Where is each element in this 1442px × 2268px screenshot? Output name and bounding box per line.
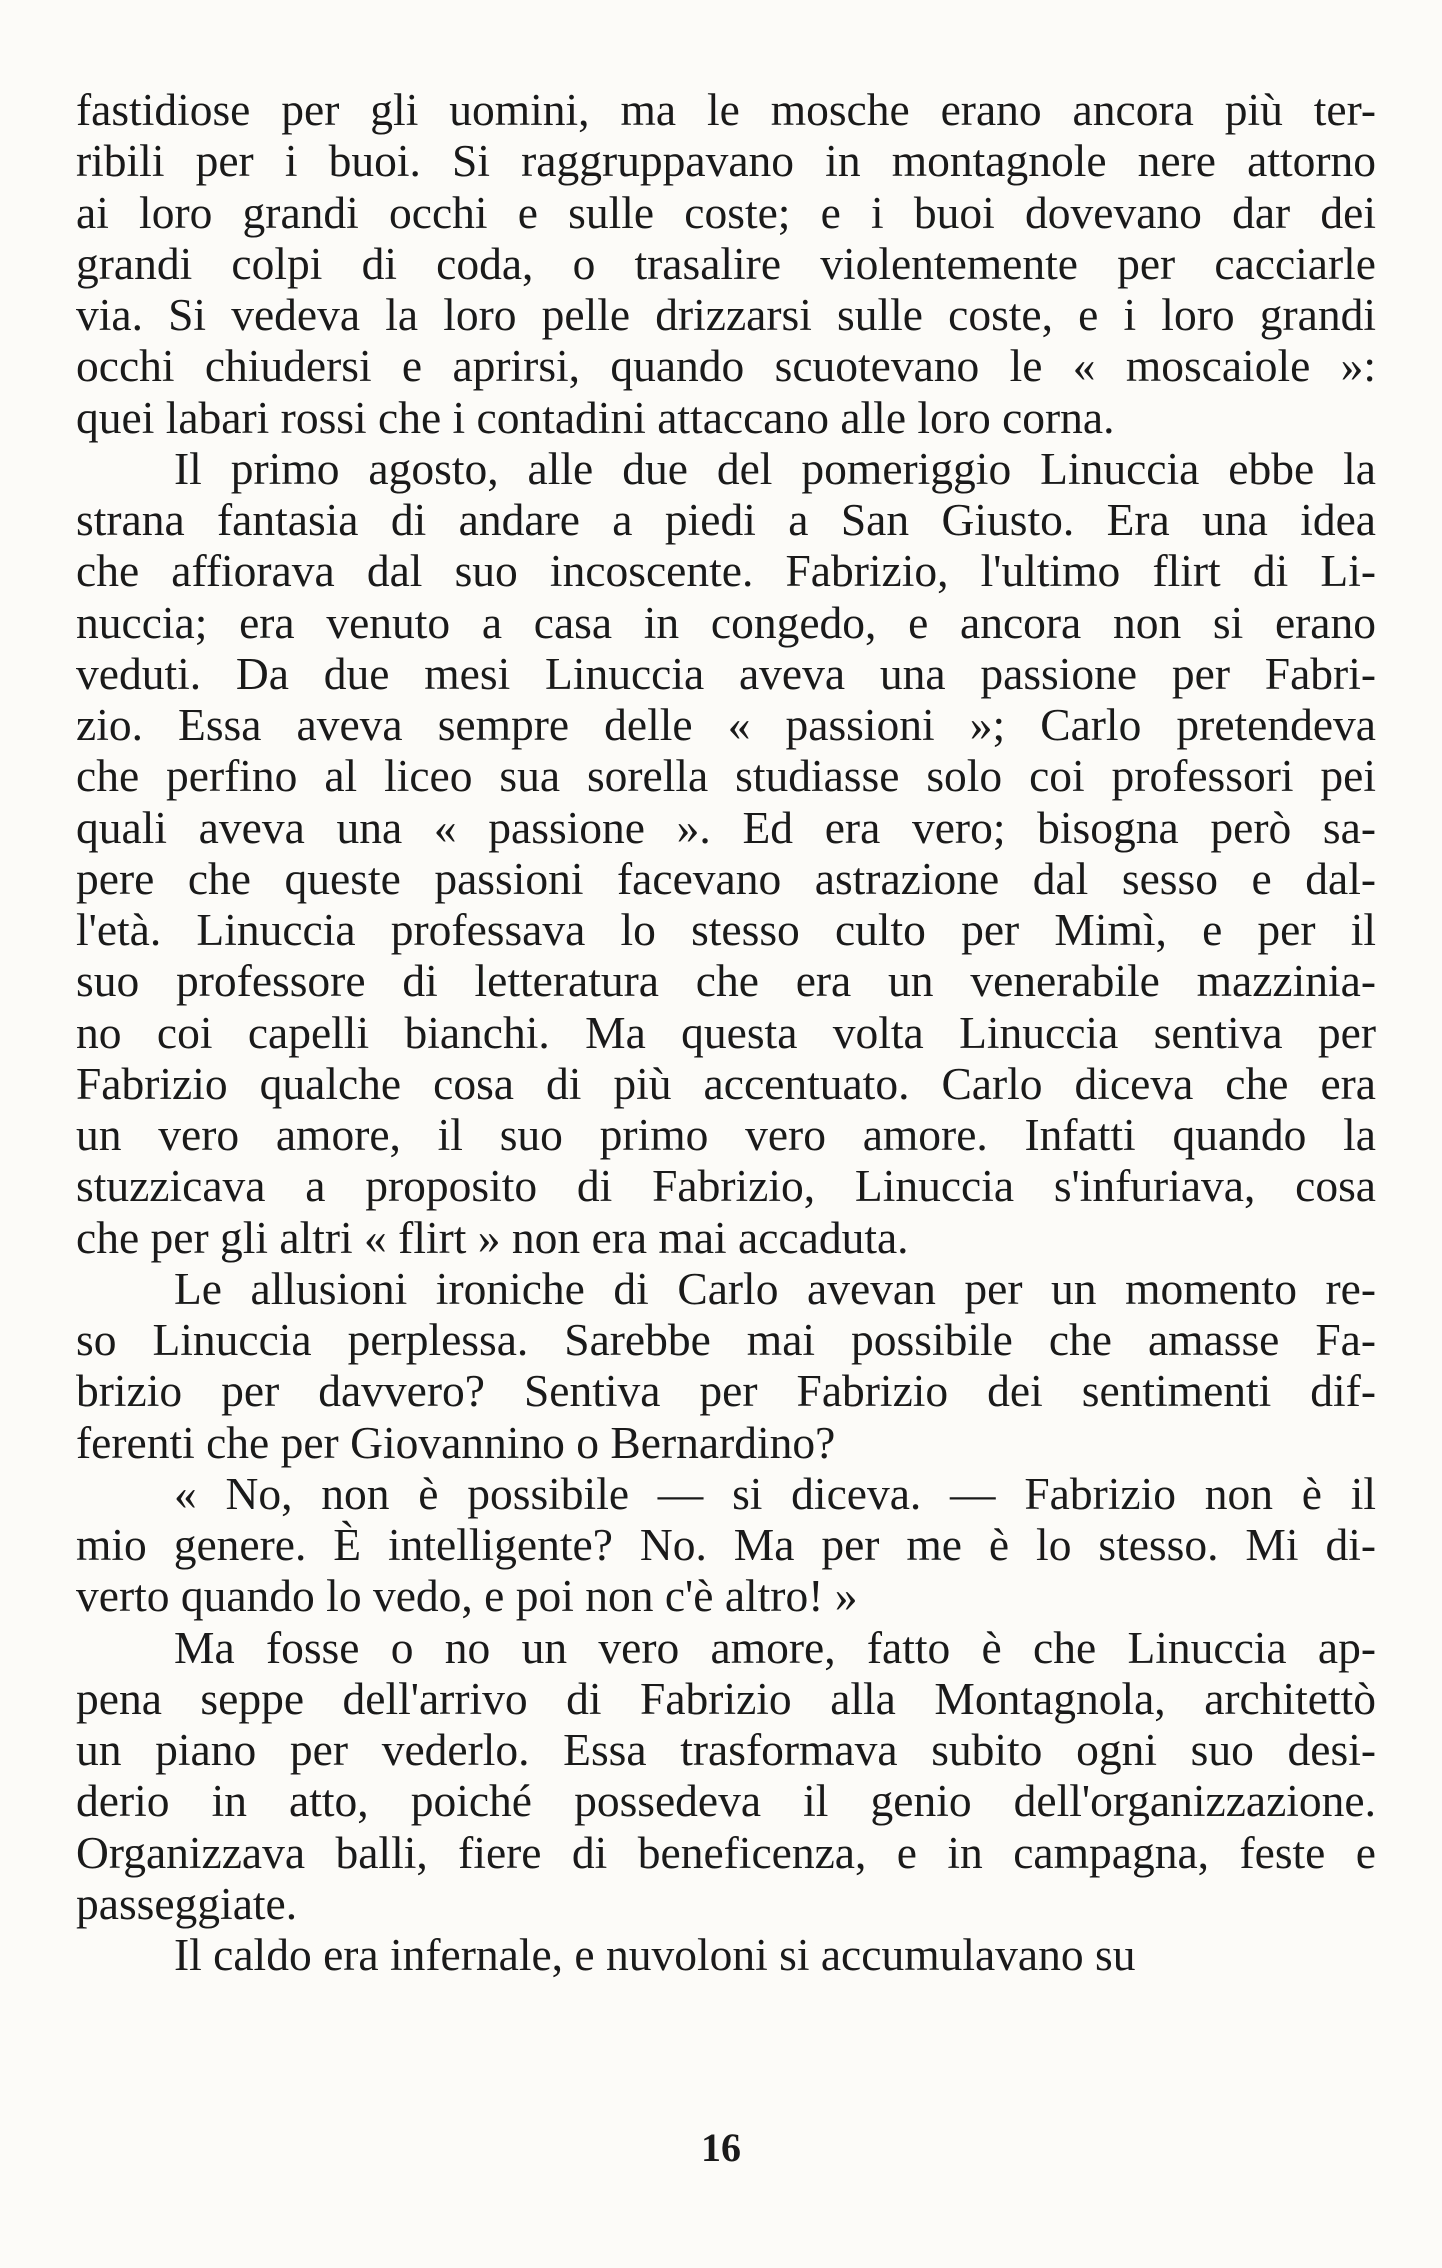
body-text bbox=[76, 84, 1376, 1980]
text-line: che affiorava dal suo incoscente. Fabrizio, l'ultimo flirt di Li- bbox=[76, 545, 1376, 597]
text-line: via. Si vedeva la loro pelle drizzarsi sulle coste, e i loro grandi bbox=[76, 289, 1376, 340]
text-line: Fabrizio qualche cosa di più accentuato. Carlo diceva che era bbox=[76, 1057, 1376, 1109]
text-line: « No, non è possibile — si diceva. — Fabrizio non è il bbox=[174, 1467, 1376, 1519]
text-line: suo professore di letteratura che era un venerabile mazzinia- bbox=[76, 955, 1376, 1007]
text-line: quei labari rossi che i contadini attaccano alle loro corna. bbox=[76, 391, 1115, 443]
text-line: veduti. Da due mesi Linuccia aveva una passione per Fabri- bbox=[76, 647, 1376, 699]
text-line: grandi colpi di coda, o trasalire violentemente per cacciarle bbox=[76, 237, 1376, 289]
text-line: che perfino al liceo sua sorella studiasse solo coi professori pei bbox=[76, 750, 1376, 802]
paragraph bbox=[76, 84, 1376, 443]
text-line: ribili per i buoi. Si raggruppavano in montagnole nere attorno bbox=[76, 135, 1376, 187]
paragraph bbox=[76, 1929, 1376, 1980]
text-line: mio genere. È intelligente? No. Ma per me è lo stesso. Mi di- bbox=[76, 1519, 1376, 1570]
text-line: fastidiose per gli uomini, ma le mosche erano ancora più ter- bbox=[76, 84, 1376, 135]
text-line: derio in atto, poiché possedeva il genio dell'organizzazione. bbox=[76, 1775, 1376, 1827]
text-line: ai loro grandi occhi e sulle coste; e i buoi dovevano dar dei bbox=[76, 186, 1376, 238]
paragraph bbox=[76, 1468, 1376, 1622]
text-line: zio. Essa aveva sempre delle « passioni »; Carlo pretendeva bbox=[76, 699, 1376, 750]
text-line: verto quando lo vedo, e poi non c'è altro! » bbox=[76, 1570, 858, 1622]
text-line: so Linuccia perplessa. Sarebbe mai possibile che amasse Fa- bbox=[76, 1314, 1376, 1365]
text-line: Il caldo era infernale, e nuvoloni si accumulavano su bbox=[174, 1929, 1136, 1980]
text-line: brizio per davvero? Sentiva per Fabrizio dei sentimenti dif- bbox=[76, 1365, 1376, 1417]
text-line: passeggiate. bbox=[76, 1877, 298, 1929]
text-line: un piano per vederlo. Essa trasformava subito ogni suo desi- bbox=[76, 1724, 1376, 1775]
text-line: Le allusioni ironiche di Carlo avevan per un momento re- bbox=[174, 1262, 1376, 1314]
text-line: quali aveva una « passione ». Ed era vero; bisogna però sa- bbox=[76, 801, 1376, 853]
text-line: strana fantasia di andare a piedi a San Giusto. Era una idea bbox=[76, 494, 1376, 545]
paragraph bbox=[76, 1263, 1376, 1468]
text-line: pere che queste passioni facevano astrazione dal sesso e dal- bbox=[76, 852, 1376, 904]
text-line: occhi chiudersi e aprirsi, quando scuotevano le « moscaiole »: bbox=[76, 340, 1376, 392]
text-line: nuccia; era venuto a casa in congedo, e ancora non si erano bbox=[76, 596, 1376, 648]
text-line: no coi capelli bianchi. Ma questa volta Linuccia sentiva per bbox=[76, 1006, 1376, 1058]
text-line: Il primo agosto, alle due del pomeriggio Linuccia ebbe la bbox=[174, 442, 1376, 494]
text-line: Ma fosse o no un vero amore, fatto è che Linuccia ap- bbox=[174, 1621, 1376, 1673]
text-line: ferenti che per Giovannino o Bernardino? bbox=[76, 1416, 836, 1468]
text-line: Organizzava balli, fiere di beneficenza, e in campagna, feste e bbox=[76, 1826, 1376, 1878]
paragraph bbox=[76, 443, 1376, 1263]
paragraph bbox=[76, 1622, 1376, 1930]
text-line: l'età. Linuccia professava lo stesso culto per Mimì, e per il bbox=[76, 904, 1376, 955]
text-line: che per gli altri « flirt » non era mai accaduta. bbox=[76, 1211, 909, 1263]
text-line: pena seppe dell'arrivo di Fabrizio alla Montagnola, architettò bbox=[76, 1672, 1376, 1724]
text-line: stuzzicava a proposito di Fabrizio, Linuccia s'infuriava, cosa bbox=[76, 1160, 1376, 1212]
text-line: un vero amore, il suo primo vero amore. Infatti quando la bbox=[76, 1109, 1376, 1160]
page-number: 16 bbox=[701, 2125, 741, 2170]
